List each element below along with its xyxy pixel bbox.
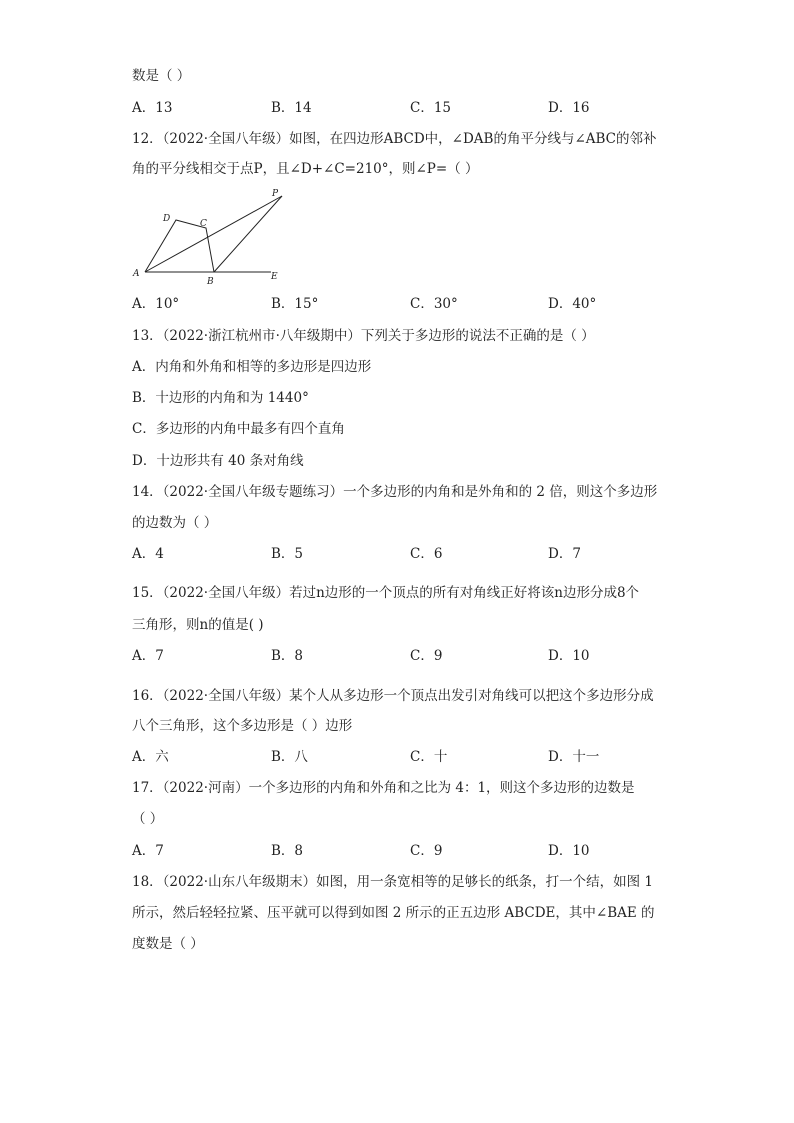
- q15-option-d: D．10: [548, 648, 590, 664]
- q12-option-b: B．15°: [271, 296, 319, 312]
- label-e: E: [271, 272, 278, 282]
- q16-option-b: B．八: [271, 749, 308, 765]
- q15-line-2: 三角形，则n的值是( ): [132, 617, 264, 633]
- q11-option-d: D．16: [548, 100, 590, 116]
- q13-line-1: 13．（2022·浙江杭州市·八年级期中）下列关于多边形的说法不正确的是（ ）: [132, 328, 595, 344]
- q17-line-1: 17．（2022·河南）一个多边形的内角和外角和之比为 4：1，则这个多边形的边数是: [132, 780, 635, 796]
- q16-line-1: 16．（2022·全国八年级）某个人从多边形一个顶点出发引对角线可以把这个多边形分成: [132, 688, 654, 704]
- q12-line-1: 12．（2022·全国八年级）如图，在四边形ABCD中，∠DAB的角平分线与∠ABC的邻补: [132, 131, 657, 147]
- q11-option-c: C．15: [410, 100, 452, 116]
- q17-option-c: C．9: [410, 843, 443, 859]
- q11-option-a: A．13: [132, 100, 173, 116]
- q14-option-c: C．6: [410, 546, 443, 562]
- bisector-b-p: [214, 196, 282, 272]
- q12-line-2: 角的平分线相交于点P，且∠D+∠C=210°，则∠P=（ ）: [132, 161, 479, 177]
- label-b: B: [207, 277, 214, 286]
- q15-line-1: 15．（2022·全国八年级）若过n边形的一个顶点的所有对角线正好将该n边形分成8个: [132, 585, 640, 601]
- q14-option-a: A．4: [132, 546, 164, 562]
- q15-option-b: B．8: [271, 648, 304, 664]
- q13-option-c: C．多边形的内角中最多有四个直角: [132, 421, 345, 437]
- q16-option-d: D．十一: [548, 749, 600, 765]
- q18-line-1: 18．（2022·山东八年级期末）如图，用一条宽相等的足够长的纸条，打一个结，如图 1: [132, 874, 653, 890]
- q15-option-a: A．7: [132, 648, 164, 664]
- label-d: D: [163, 214, 171, 224]
- q12-quadrilateral-figure: [128, 186, 288, 286]
- q16-option-c: C．十: [410, 749, 448, 765]
- q16-option-a: A．六: [132, 749, 169, 765]
- q15-option-c: C．9: [410, 648, 443, 664]
- q12-option-a: A．10°: [132, 296, 180, 312]
- label-a: A: [133, 269, 140, 279]
- q18-line-3: 度数是（ ）: [132, 936, 204, 952]
- label-p: P: [272, 189, 279, 199]
- bisector-a-p: [145, 196, 282, 272]
- q11-option-b: B．14: [271, 100, 312, 116]
- q18-line-2: 所示，然后轻轻拉紧、压平就可以得到如图 2 所示的正五边形 ABCDE，其中∠BAE 的: [132, 905, 655, 921]
- label-c: C: [200, 219, 207, 229]
- q17-option-b: B．8: [271, 843, 304, 859]
- q13-option-a: A．内角和外角和相等的多边形是四边形: [132, 359, 372, 375]
- q14-option-b: B．5: [271, 546, 304, 562]
- q12-option-d: D．40°: [548, 296, 597, 312]
- q17-line-2: （ ）: [132, 811, 164, 827]
- q13-option-b: B．十边形的内角和为 1440°: [132, 390, 309, 406]
- q11-tail: 数是（ ）: [132, 68, 191, 84]
- q14-line-2: 的边数为（ ）: [132, 515, 218, 531]
- q14-option-d: D．7: [548, 546, 581, 562]
- q13-option-d: D．十边形共有 40 条对角线: [132, 453, 304, 469]
- q17-option-d: D．10: [548, 843, 590, 859]
- q12-option-c: C．30°: [410, 296, 458, 312]
- q14-line-1: 14．（2022·全国八年级专题练习）一个多边形的内角和是外角和的 2 倍，则这个多边形: [132, 484, 658, 500]
- q17-option-a: A．7: [132, 843, 164, 859]
- q16-line-2: 八个三角形，这个多边形是（ ）边形: [132, 718, 353, 734]
